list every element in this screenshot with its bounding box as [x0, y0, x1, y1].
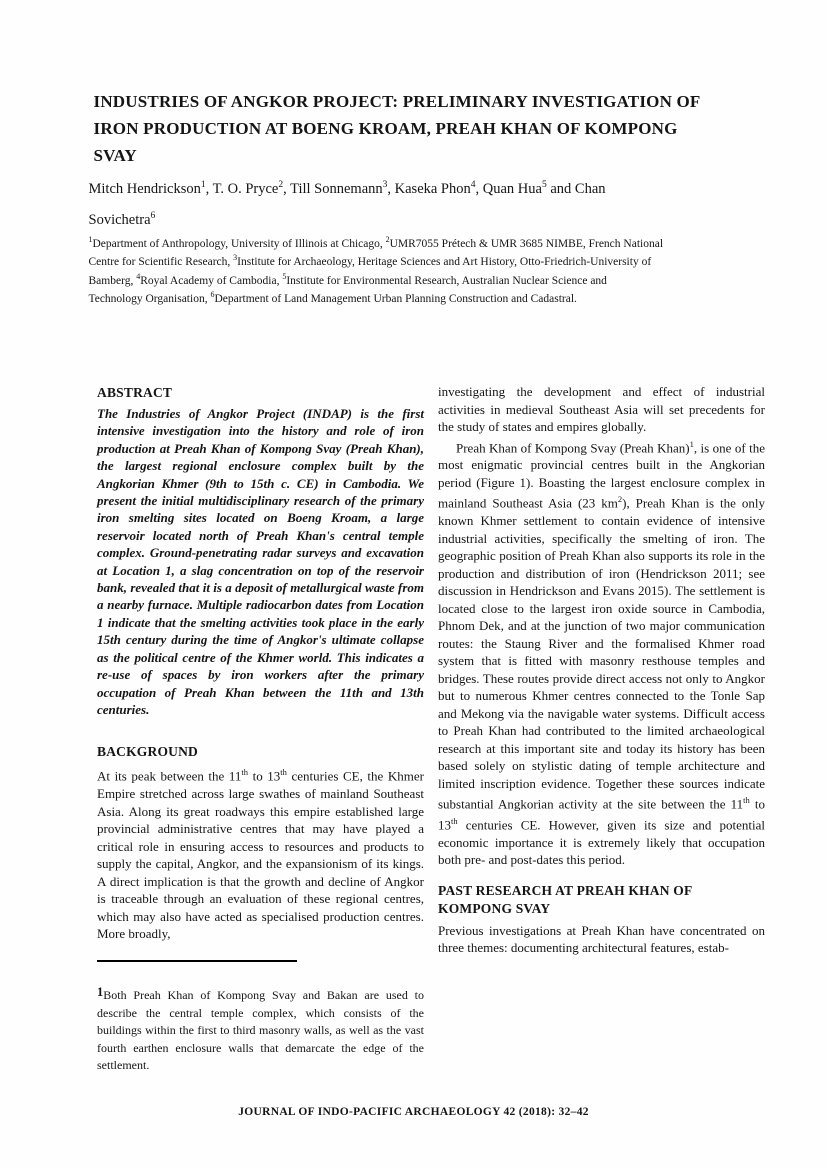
paper-title: INDUSTRIES OF ANGKOR PROJECT: PRELIMINARY INVESTIGATION OF IRON PRODUCTION AT BOENG KROAM, PREAH KHAN OF KOMPONG SVAY — [93, 92, 701, 165]
right-column-paragraph-2: Preah Khan of Kompong Svay (Preah Khan)$^1$, is one of the most enigmatic provincial centres built in the Angkorian period (Figure 1). Boasting the largest enclosure complex in mainland Southeast Asia (23 $km^2$), Preah Khan is the only known Khmer settlement to contain evidence of intensive industrial activities, specifically the smelting of iron. The geographic position of Preah Khan also supports its role in the production and distribution of iron (Hendrickson 2011; see discussion in Hendrickson and Evans 2015). The settlement is located close to the largest iron oxide source in Cambodia, Phnom Dek, and at the junction of two major communication routes: the Staung River and the formalised Khmer road system that is fitted with masonry resthouse temples and bridges. These routes provide direct access not only to Angkor but to numerous Khmer centres connected to the Tonle Sap and Mekong via the navigable water systems. Difficult access to Preah Khan had contributed to the limited archaeological research at this important site and today its history has been based solely on stylistic dating of temple architecture and limited inscription evidence. Together these sources indicate substantial Angkorian activity at the site between the 11th to 13th centuries CE. However, given its size and potential economic importance it is extremely likely that occupation both pre- and post-dates this period. — [438, 438, 765, 868]
footnote-text: $^1$Both Preah Khan of Kompong Svay and Bakan are used to describe the central temple complex, which consists of the buildings within the first to third masonry walls, as well as the vast fourth earthen enclosure walls that demarcate the edge of the settlement. — [97, 985, 424, 1072]
abstract-heading: ABSTRACT — [97, 385, 173, 400]
background-text: At its peak between the 11th to 13th centuries CE, the Khmer Empire stretched across large swathes of mainland Southeast Asia. Along its great roadways this empire established large provincial administrative centres that may have played a critical role in ensuring access to resources and products to supply the capital, Angkor, and the expansionism of its kings. A direct implication is that the growth and decline of Angkor is traceable through an evaluation of these regional centres, which may also have acted as specialised production centres. More broadly, — [97, 767, 424, 942]
affiliations: $^1$Department of Anthropology, University of Illinois at Chicago, $^2$UMR7055 Prétech & UMR 3685 NIMBE, French National Centre for Scientific Research, $^3$Institute for Archaeology, Heritage Sciences and Art History, Otto-Friedrich-University of Bamberg, $^4$Royal Academy of Cambodia, $^5$Institute for Environmental Research, Australian Nuclear Science and Technology Organisation, $^6$Department of Land Management Urban Planning Construction and Cadastral. — [88, 235, 664, 305]
authors-line: Mitch Hendrickson$^1$, T. O. Pryce$^2$, Till Sonnemann$^3$, Kaseka Phon$^4$, Quan Hua$^5$ and Chan Sovichetra$^6$ — [88, 180, 606, 228]
left-column — [97, 383, 424, 957]
right-column — [438, 383, 765, 957]
past-research-heading: PAST RESEARCH AT PREAH KHAN OF KOMPONG SVAY — [438, 882, 692, 916]
footnote-block — [97, 960, 424, 1087]
background-heading: BACKGROUND — [97, 744, 199, 760]
right-column-paragraph-3: Previous investigations at Preah Khan have concentrated on three themes: documenting architectural features, estab- — [438, 922, 765, 956]
right-column-paragraph-1: investigating the development and effect of industrial activities in medieval Southeast Asia will set precedents for the study of states and empires globally. — [438, 384, 765, 434]
journal-footer: JOURNAL OF INDO-PACIFIC ARCHAEOLOGY 42 (2018): 32–42 — [238, 1106, 589, 1118]
abstract-text: The Industries of Angkor Project (INDAP) is the first intensive investigation into the history and role of iron production at Preah Khan of Kompong Svay (Preah Khan), the largest regional enclosure complex built by the Angkorian Khmer (9th to 15th c. CE) in Cambodia. We present the initial multidisciplinary research of the primary iron smelting sites located on Boeng Kroam, a large reservoir located north of Preah Khan's central temple complex. Ground-penetrating radar surveys and excavation at Location 1, a slag concentration on top of the reservoir bank, revealed that it is a deposit of metallurgical waste from a nearby furnace. Multiple radiocarbon dates from Location 1 indicate that the smelting activities took place in the early 15th century during the time of Angkor's ultimate collapse as the political centre of the Khmer world. This indicates a re-use of spaces by iron workers after the primary occupation of Preah Khan between the 11th and 13th centuries. — [97, 406, 424, 717]
footnote-rule — [97, 960, 297, 962]
two-column-body — [97, 383, 765, 957]
